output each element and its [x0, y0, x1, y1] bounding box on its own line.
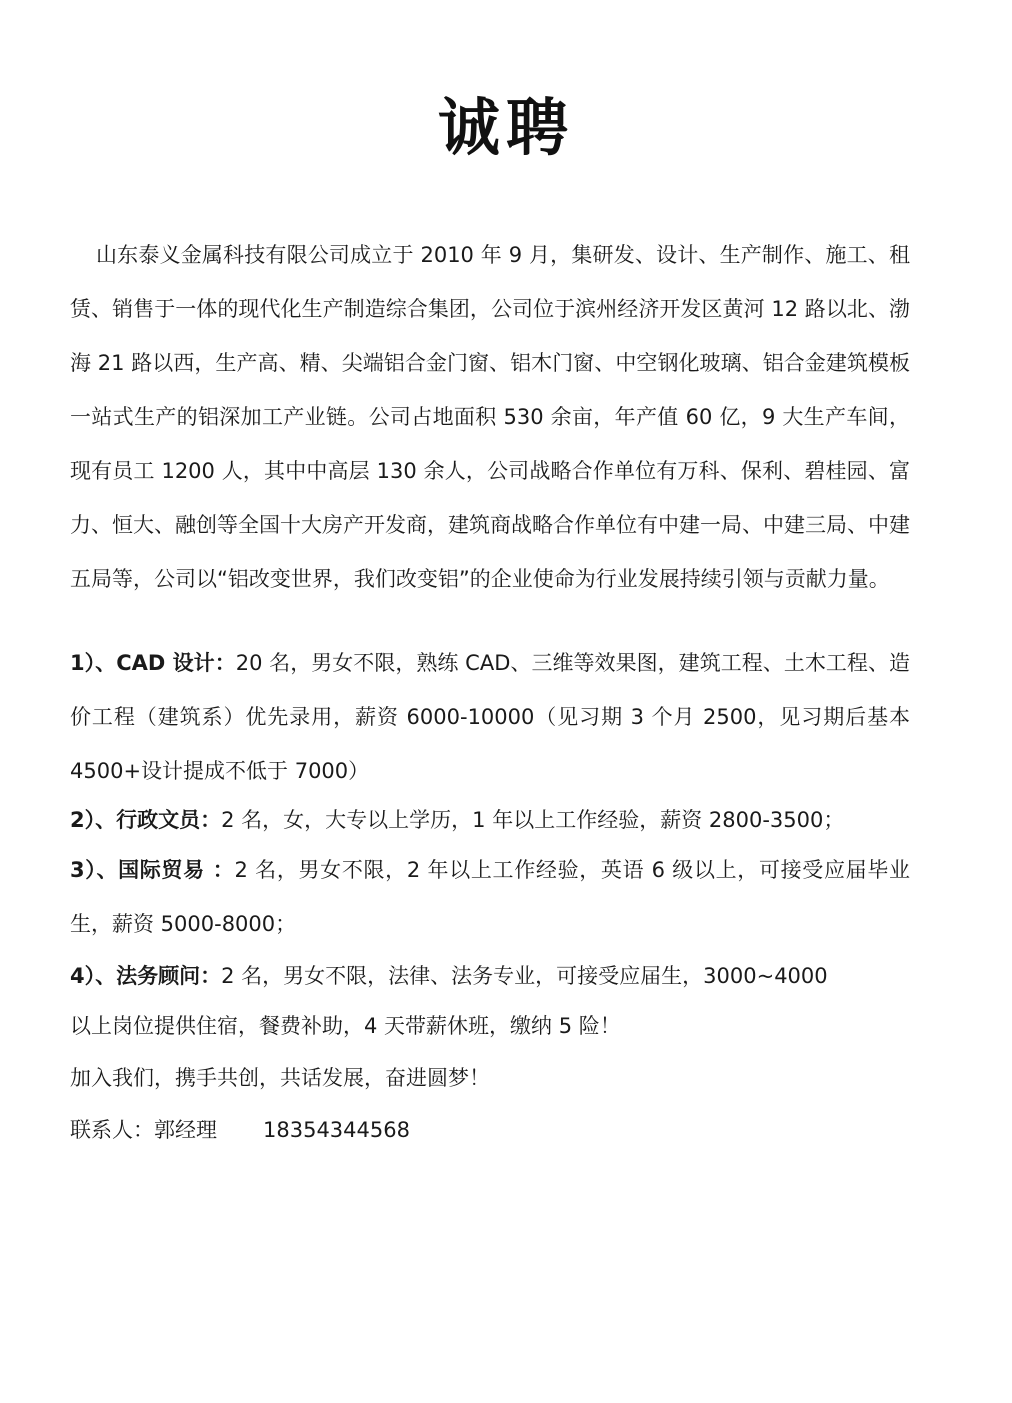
job-detail-admin-clerk: 2 名，女，大专以上学历，1 年以上工作经验，薪资 2800-3500； — [221, 808, 845, 832]
job-detail-international-trade: 2 名，男女不限，2 年以上工作经验，英语 6 级以上，可接受应届毕业生，薪资 5000-8000； — [70, 858, 910, 936]
benefits-line: 以上岗位提供住宿，餐费补助，4 天带薪休班，缴纳 5 险！ — [70, 1014, 621, 1038]
contact-phone: 18354344568 — [263, 1118, 410, 1142]
job-item-cad-design — [70, 636, 910, 798]
page-title: 诚聘 — [437, 91, 574, 164]
job-item-international-trade — [70, 843, 910, 951]
job-item-admin-clerk — [70, 793, 910, 847]
job-label-international-trade: 3）、国际贸易 ： — [70, 858, 235, 882]
job-label-cad-design: 1）、CAD 设计： — [70, 651, 236, 675]
contact-person: 联系人：郭经理 — [70, 1118, 217, 1142]
slogan-line: 加入我们，携手共创，共话发展，奋进圆梦！ — [70, 1066, 490, 1090]
company-intro-paragraph: 山东泰义金属科技有限公司成立于 2010 年 9 月，集研发、设计、生产制作、施工、租赁、销售于一体的现代化生产制造综合集团，公司位于滨州经济开发区黄河 12 路以北、渤海 21 路以西，生产高、精、尖端铝合金门窗、铝木门窗、中空钢化玻璃、铝合金建筑模板一站式生产的铝深加工产业链。公司占地面积 530 余亩，年产值 60 亿，9 大生产车间，现有员工 1200 人，其中中高层 130 余人，公司战略合作单位有万科、保利、碧桂园、富力、恒大、融创等全国十大房产开发商，建筑商战略合作单位有中建一局、中建三局、中建五局等，公司以“铝改变世界，我们改变铝”的企业使命为行业发展持续引领与贡献力量。 — [70, 243, 910, 591]
job-detail-cad-design: 20 名，男女不限，熟练 CAD、三维等效果图，建筑工程、土木工程、造价工程（建筑系）优先录用，薪资 6000-10000（见习期 3 个月 2500，见习期后基本 4500+设计提成不低于 7000） — [70, 651, 910, 783]
job-label-legal-advisor: 4）、法务顾问： — [70, 964, 222, 988]
job-detail-legal-advisor: 2 名，男女不限，法律、法务专业，可接受应届生，3000~4000 — [221, 964, 828, 988]
job-item-legal-advisor — [70, 949, 910, 1003]
job-label-admin-clerk: 2）、行政文员： — [70, 808, 222, 832]
contact-line — [70, 1103, 930, 1157]
